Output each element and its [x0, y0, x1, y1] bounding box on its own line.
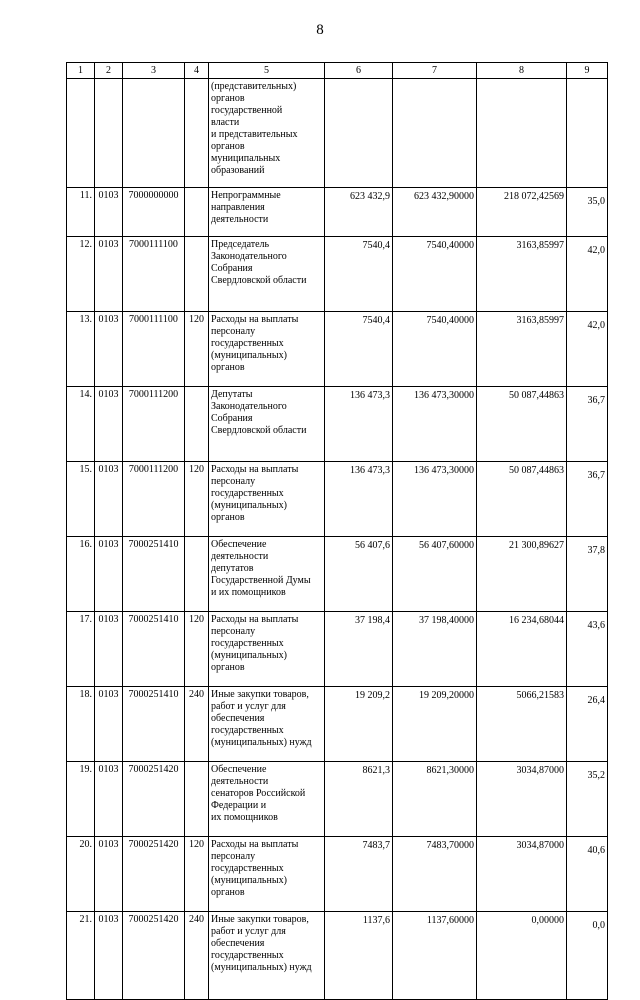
header-cell: 6: [325, 63, 393, 79]
empty-cell: [95, 79, 123, 188]
execution-percent: 42,0: [567, 312, 608, 387]
empty-cell: [325, 79, 393, 188]
empty-cell: [567, 79, 608, 188]
expense-type-code: 120: [185, 312, 209, 387]
item-name: Расходы на выплаты персоналу государственных (муниципальных) органов: [209, 312, 325, 387]
refined-amount: 1137,60000: [393, 912, 477, 1000]
refined-amount: 8621,30000: [393, 762, 477, 837]
approved-amount: 623 432,9: [325, 188, 393, 237]
execution-percent: 42,0: [567, 237, 608, 312]
section-code: 0103: [95, 912, 123, 1000]
section-code: 0103: [95, 237, 123, 312]
continuation-row: [67, 79, 608, 188]
table-row: [67, 612, 608, 687]
executed-amount: 21 300,89627: [477, 537, 567, 612]
table-row: [67, 237, 608, 312]
approved-amount: 7540,4: [325, 237, 393, 312]
execution-percent: 36,7: [567, 387, 608, 462]
execution-percent: 37,8: [567, 537, 608, 612]
header-cell: 1: [67, 63, 95, 79]
approved-amount: 19 209,2: [325, 687, 393, 762]
article-code: 7000251410: [123, 687, 185, 762]
execution-percent: 36,7: [567, 462, 608, 537]
expense-type-code: 120: [185, 837, 209, 912]
article-code: 7000251420: [123, 837, 185, 912]
execution-percent: 0,0: [567, 912, 608, 1000]
refined-amount: 19 209,20000: [393, 687, 477, 762]
refined-amount: 623 432,90000: [393, 188, 477, 237]
section-code: 0103: [95, 687, 123, 762]
refined-amount: 7483,70000: [393, 837, 477, 912]
execution-percent: 40,6: [567, 837, 608, 912]
approved-amount: 1137,6: [325, 912, 393, 1000]
header-cell: 5: [209, 63, 325, 79]
approved-amount: 136 473,3: [325, 462, 393, 537]
row-number: 21.: [67, 912, 95, 1000]
execution-percent: 26,4: [567, 687, 608, 762]
table-header-row: [67, 63, 608, 79]
expense-type-code: [185, 537, 209, 612]
empty-cell: [123, 79, 185, 188]
article-code: 7000251410: [123, 612, 185, 687]
expense-type-code: [185, 387, 209, 462]
expense-type-code: 240: [185, 687, 209, 762]
row-number: 18.: [67, 687, 95, 762]
expense-type-code: [185, 762, 209, 837]
empty-cell: [67, 79, 95, 188]
executed-amount: 0,00000: [477, 912, 567, 1000]
table-row: [67, 462, 608, 537]
header-cell: 7: [393, 63, 477, 79]
table-row: [67, 837, 608, 912]
item-name: Расходы на выплаты персоналу государственных (муниципальных) органов: [209, 462, 325, 537]
header-cell: 3: [123, 63, 185, 79]
item-name: Депутаты Законодательного Собрания Свердловской области: [209, 387, 325, 462]
row-number: 17.: [67, 612, 95, 687]
item-name: Председатель Законодательного Собрания Свердловской области: [209, 237, 325, 312]
refined-amount: 7540,40000: [393, 312, 477, 387]
section-code: 0103: [95, 188, 123, 237]
approved-amount: 8621,3: [325, 762, 393, 837]
executed-amount: 50 087,44863: [477, 387, 567, 462]
executed-amount: 3034,87000: [477, 837, 567, 912]
row-number: 14.: [67, 387, 95, 462]
article-code: 7000111100: [123, 237, 185, 312]
table-row: [67, 188, 608, 237]
article-code: 7000251420: [123, 762, 185, 837]
executed-amount: 3163,85997: [477, 312, 567, 387]
item-name: Расходы на выплаты персоналу государственных (муниципальных) органов: [209, 612, 325, 687]
table-row: [67, 312, 608, 387]
executed-amount: 5066,21583: [477, 687, 567, 762]
article-code: 7000251420: [123, 912, 185, 1000]
refined-amount: 37 198,40000: [393, 612, 477, 687]
expense-type-code: [185, 188, 209, 237]
header-cell: 2: [95, 63, 123, 79]
expense-type-code: 120: [185, 612, 209, 687]
budget-table: [66, 62, 608, 1000]
section-code: 0103: [95, 537, 123, 612]
section-code: 0103: [95, 762, 123, 837]
expense-type-code: 240: [185, 912, 209, 1000]
expense-type-code: 120: [185, 462, 209, 537]
approved-amount: 56 407,6: [325, 537, 393, 612]
refined-amount: 136 473,30000: [393, 462, 477, 537]
refined-amount: 56 407,60000: [393, 537, 477, 612]
row-number: 20.: [67, 837, 95, 912]
execution-percent: 35,2: [567, 762, 608, 837]
table-row: [67, 762, 608, 837]
execution-percent: 35,0: [567, 188, 608, 237]
item-name: Расходы на выплаты персоналу государственных (муниципальных) органов: [209, 837, 325, 912]
continuation-name: (представительных) органов государственной власти и представительных органов муниципальных образований: [209, 79, 325, 188]
table-row: [67, 912, 608, 1000]
article-code: 7000251410: [123, 537, 185, 612]
approved-amount: 7483,7: [325, 837, 393, 912]
approved-amount: 37 198,4: [325, 612, 393, 687]
table-row: [67, 387, 608, 462]
header-cell: 8: [477, 63, 567, 79]
row-number: 15.: [67, 462, 95, 537]
item-name: Обеспечение деятельности сенаторов Российской Федерации и их помощников: [209, 762, 325, 837]
row-number: 13.: [67, 312, 95, 387]
section-code: 0103: [95, 612, 123, 687]
approved-amount: 136 473,3: [325, 387, 393, 462]
empty-cell: [393, 79, 477, 188]
row-number: 12.: [67, 237, 95, 312]
row-number: 11.: [67, 188, 95, 237]
table-row: [67, 537, 608, 612]
page-number: 8: [316, 22, 324, 38]
item-name: Обеспечение деятельности депутатов Государственной Думы и их помощников: [209, 537, 325, 612]
item-name: Иные закупки товаров, работ и услуг для обеспечения государственных (муниципальных) нужд: [209, 687, 325, 762]
article-code: 7000111100: [123, 312, 185, 387]
section-code: 0103: [95, 312, 123, 387]
section-code: 0103: [95, 837, 123, 912]
refined-amount: 136 473,30000: [393, 387, 477, 462]
header-cell: 9: [567, 63, 608, 79]
item-name: Иные закупки товаров, работ и услуг для обеспечения государственных (муниципальных) нужд: [209, 912, 325, 1000]
approved-amount: 7540,4: [325, 312, 393, 387]
item-name: Непрограммные направления деятельности: [209, 188, 325, 237]
executed-amount: 218 072,42569: [477, 188, 567, 237]
row-number: 16.: [67, 537, 95, 612]
header-cell: 4: [185, 63, 209, 79]
empty-cell: [185, 79, 209, 188]
executed-amount: 3163,85997: [477, 237, 567, 312]
expense-type-code: [185, 237, 209, 312]
section-code: 0103: [95, 462, 123, 537]
execution-percent: 43,6: [567, 612, 608, 687]
row-number: 19.: [67, 762, 95, 837]
executed-amount: 50 087,44863: [477, 462, 567, 537]
article-code: 7000000000: [123, 188, 185, 237]
article-code: 7000111200: [123, 462, 185, 537]
section-code: 0103: [95, 387, 123, 462]
refined-amount: 7540,40000: [393, 237, 477, 312]
article-code: 7000111200: [123, 387, 185, 462]
table-row: [67, 687, 608, 762]
executed-amount: 16 234,68044: [477, 612, 567, 687]
executed-amount: 3034,87000: [477, 762, 567, 837]
empty-cell: [477, 79, 567, 188]
